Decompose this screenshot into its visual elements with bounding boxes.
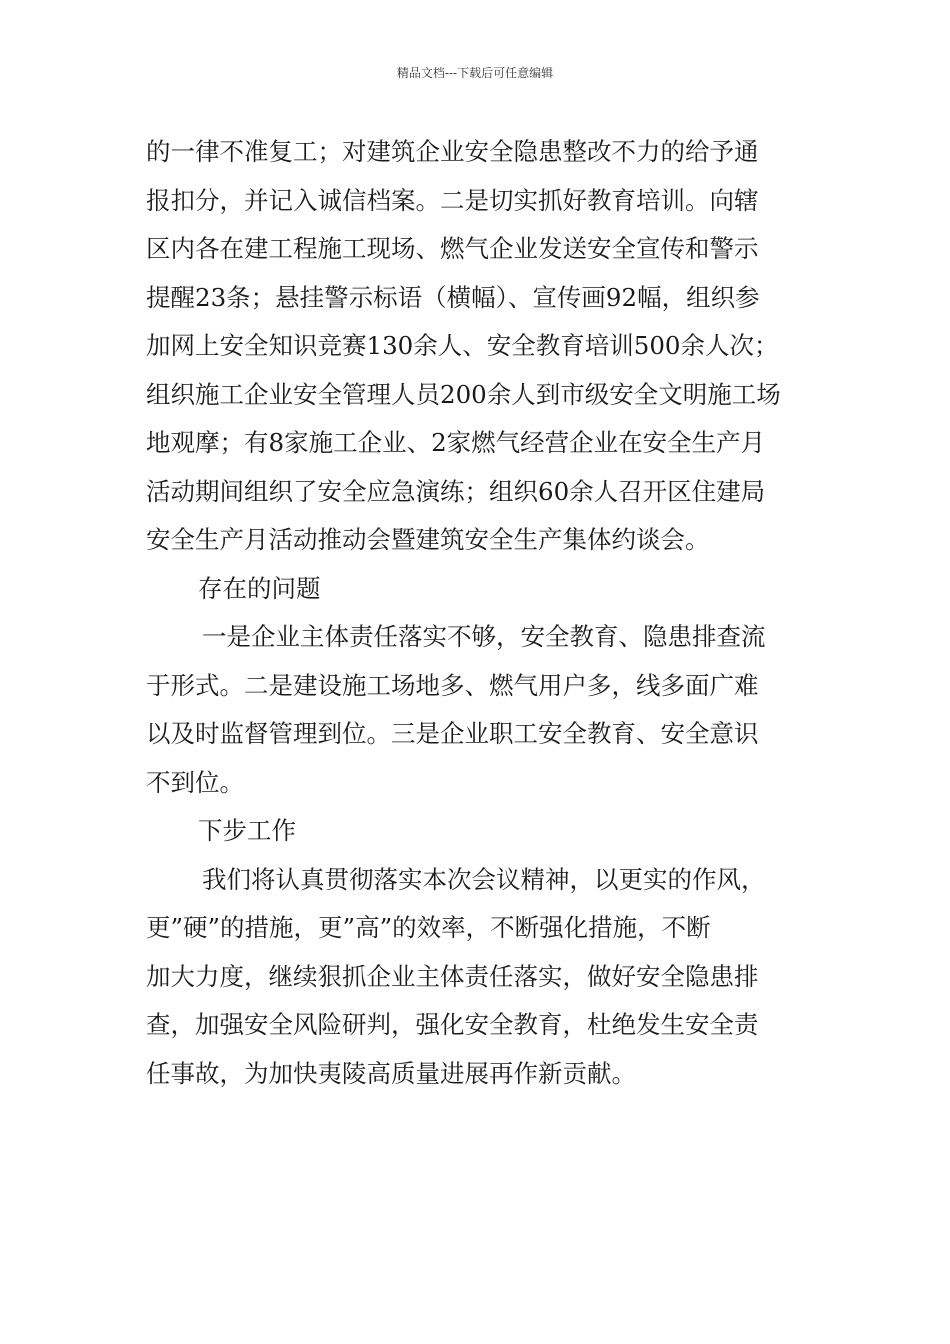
text-line: 任事故，为加快夷陵高质量进展再作新贡献。 [146,1058,636,1088]
text-line: 的一律不准复工；对建筑企业安全隐患整改不力的给予通 [146,137,759,166]
text-line: 报扣分，并记入诚信档案。二是切实抓好教育培训。向辖 [146,185,759,215]
paragraph-measures [146,128,806,565]
text-line: 不到位。 [146,767,244,797]
text-line: 查，加强安全风险研判，强化安全教育，杜绝发生安全责 [146,1010,759,1039]
section-heading-next-steps: 下步工作 [198,816,296,845]
text-line: 一是企业主体责任落实不够，安全教育、隐患排查流 [202,622,766,651]
text-line: 于形式。二是建设施工场地多、燃气用户多，线多面广难 [146,670,759,700]
text-line: 活动期间组织了安全应急演练；组织60余人召开区住建局 [146,476,766,506]
text-line: 安全生产月活动推动会暨建筑安全生产集体约谈会。 [146,525,710,554]
text-line: 以及时监督管理到位。三是企业职工安全教育、安全意识 [146,719,759,748]
section-heading-problems: 存在的问题 [198,573,321,603]
text-line: 加网上安全知识竞赛130余人、安全教育培训500余人次； [146,331,779,360]
text-line: 提醒23条；悬挂警示标语（横幅）、宣传画92幅，组织参 [146,282,760,312]
paragraph-next-steps [146,856,806,1099]
page-header: 精品文档---下载后可任意编辑 [396,66,554,80]
text-line: 加大力度，继续狠抓企业主体责任落实，做好安全隐患排 [146,961,759,991]
text-line: 我们将认真贯彻落实本次会议精神，以更实的作风， [202,864,766,894]
text-line: 更”硬”的措施，更”高”的效率，不断强化措施，不断 [146,913,711,942]
text-line: 区内各在建工程施工现场、燃气企业发送安全宣传和警示 [146,234,759,263]
document-body [146,128,806,1098]
text-line: 组织施工企业安全管理人员200余人到市级安全文明施工场 [146,379,781,409]
paragraph-problems [146,613,806,807]
text-line: 地观摩；有8家施工企业、2家燃气经营企业在安全生产月 [146,428,766,457]
